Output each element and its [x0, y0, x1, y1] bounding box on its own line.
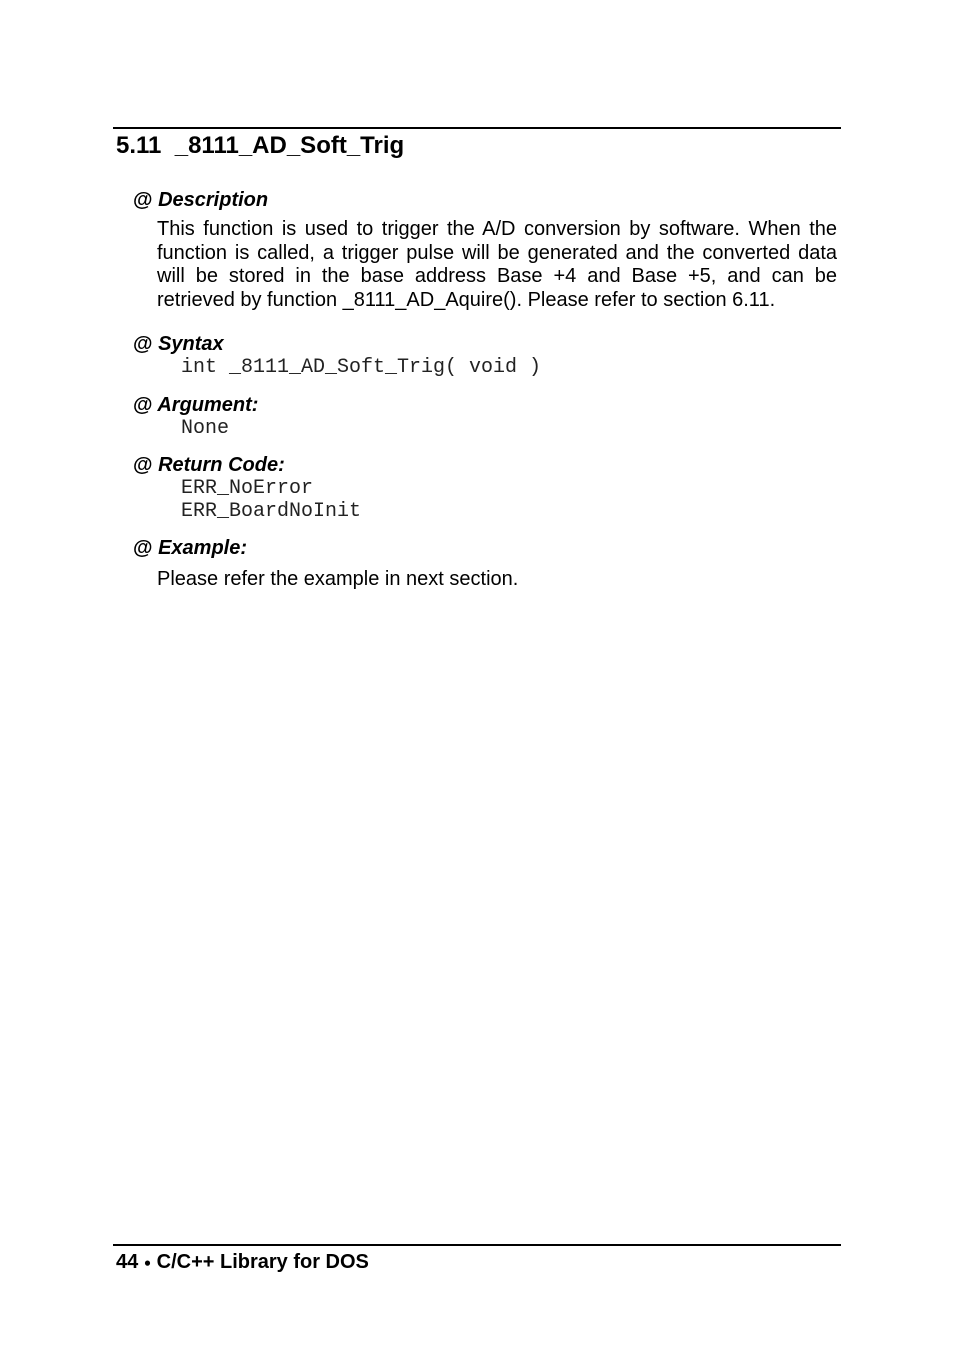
heading-marker: @ — [133, 537, 153, 559]
heading-marker: @ — [133, 333, 153, 355]
return-code-heading — [133, 453, 285, 477]
section-function-name: _8111_AD_Soft_Trig — [174, 132, 405, 159]
heading-label: Description — [158, 189, 269, 211]
syntax-heading — [133, 332, 224, 356]
heading-label: Example: — [158, 537, 248, 559]
return-code-value: ERR_NoError — [181, 477, 314, 500]
return-code-value: ERR_BoardNoInit — [181, 500, 362, 523]
heading-label: Syntax — [158, 333, 224, 355]
page-footer — [116, 1249, 369, 1276]
section-number: 5.11 — [116, 132, 162, 159]
argument-value: None — [181, 417, 230, 440]
syntax-code: int _8111_AD_Soft_Trig( void ) — [181, 356, 542, 379]
heading-marker: @ — [133, 454, 153, 476]
heading-marker: @ — [133, 189, 153, 211]
page-number: 44 — [116, 1251, 139, 1273]
footer-title: C/C++ Library for DOS — [156, 1251, 369, 1273]
description-text: This function is used to trigger the A/D conversion by software. When the function is called, a trigger pulse will be generated and the converted data will be stored in the base address Base +4 and Base +5, and can be retrieved by function _8111_AD_Aquire(). Please refer to section 6.11. — [157, 218, 837, 311]
bullet-icon: ● — [143, 1255, 152, 1270]
section-title — [116, 130, 404, 162]
top-rule — [113, 127, 841, 129]
heading-marker: @ — [133, 394, 153, 416]
example-heading — [133, 536, 247, 560]
description-heading — [133, 188, 268, 212]
example-text: Please refer the example in next section. — [157, 568, 519, 590]
heading-label: Argument: — [157, 394, 259, 416]
bottom-rule — [113, 1244, 841, 1246]
heading-label: Return Code: — [158, 454, 285, 476]
argument-heading — [133, 393, 258, 417]
